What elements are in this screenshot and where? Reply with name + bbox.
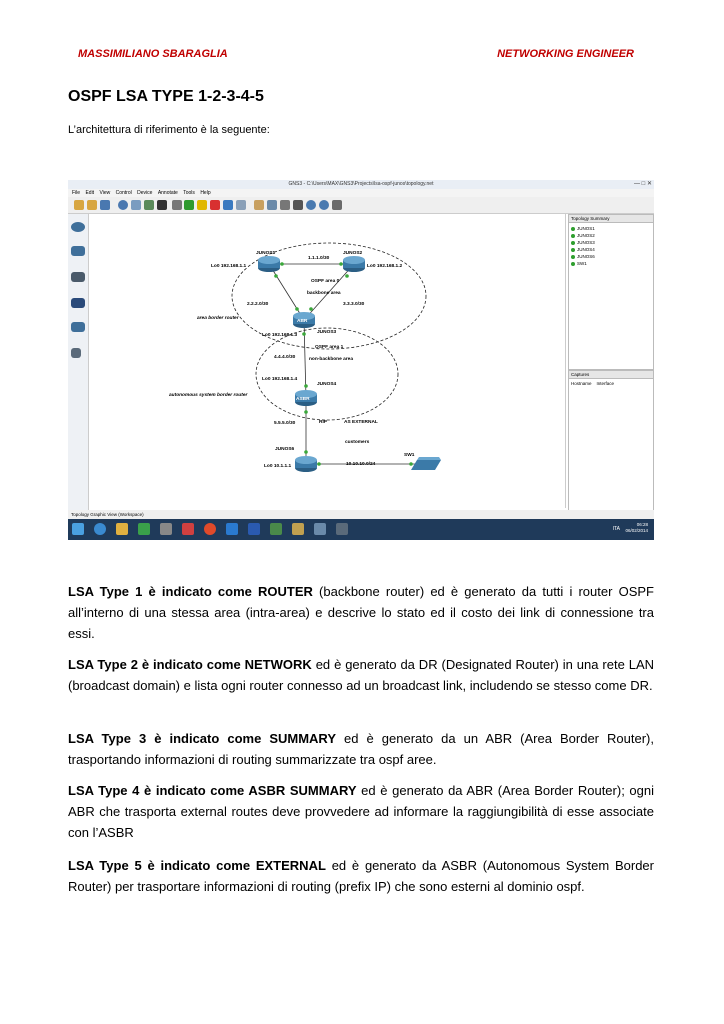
label-r2: JUNOS2	[343, 251, 363, 256]
folder-icon[interactable]	[292, 523, 304, 535]
topology-node[interactable]: SW1	[571, 260, 651, 267]
router-icon[interactable]	[71, 222, 85, 232]
menu-edit[interactable]: Edit	[85, 190, 95, 196]
status-icon	[571, 248, 575, 252]
new-icon[interactable]	[74, 200, 84, 210]
chrome-icon[interactable]	[204, 523, 216, 535]
save-icon[interactable]	[100, 200, 110, 210]
label-area0-sub: backbone area	[307, 291, 341, 296]
skype-icon[interactable]	[226, 523, 238, 535]
media-icon[interactable]	[138, 523, 150, 535]
all-devices-icon[interactable]	[71, 322, 85, 332]
menu-help[interactable]: Help	[200, 190, 211, 196]
label-lo-r3: Lo0 192.168.1.3	[262, 333, 298, 338]
menu-file[interactable]: File	[72, 190, 81, 196]
label-lo-r2: Lo0 192.168.1.2	[367, 264, 403, 269]
captures-col-hostname: Hostname	[571, 381, 592, 386]
captures-panel	[568, 379, 654, 512]
ellipse-icon[interactable]	[293, 200, 303, 210]
virtualbox-icon[interactable]	[236, 200, 246, 210]
topology-node[interactable]: JUNOS6	[571, 253, 651, 260]
page-title: OSPF LSA TYPE 1-2-3-4-5	[68, 88, 264, 105]
explorer-icon[interactable]	[116, 523, 128, 535]
gns3-screenshot	[68, 180, 654, 540]
header-role: NETWORKING ENGINEER	[497, 48, 634, 60]
label-asbr: ASBR	[296, 397, 310, 402]
image-icon[interactable]	[267, 200, 277, 210]
status-icon	[571, 262, 575, 266]
label-abr: ABR	[297, 319, 308, 324]
windows-taskbar	[68, 519, 654, 540]
label-lo-r4: Lo0 192.168.1.4	[262, 377, 298, 382]
menu-tools[interactable]: Tools	[183, 190, 195, 196]
label-as-external: AS EXTERNAL	[344, 420, 378, 425]
label-asbr-role: autonomous system border router	[169, 393, 248, 398]
label-net-34: 4.4.4.0/30	[274, 355, 296, 360]
right-panels	[568, 214, 654, 514]
topology-summary-title: Topology Summary	[568, 214, 654, 223]
link-icon[interactable]	[144, 200, 154, 210]
label-net-sw: 10.10.10.0/24	[346, 462, 376, 467]
status-icon	[571, 241, 575, 245]
zoom-in-icon[interactable]	[306, 200, 316, 210]
pause-icon[interactable]	[197, 200, 207, 210]
rectangle-icon[interactable]	[280, 200, 290, 210]
language-indicator[interactable]: ITA	[612, 526, 620, 532]
captures-title: Captures	[568, 370, 654, 379]
label-net-46: 5.5.5.0/30	[274, 421, 296, 426]
menu-view[interactable]: View	[99, 190, 111, 196]
vmware-icon[interactable]	[270, 523, 282, 535]
menu-annotate[interactable]: Annotate	[157, 190, 178, 196]
label-area0: OSPF area 0	[311, 279, 340, 284]
paragraph-lsa-type-4: LSA Type 4 è indicato come ASBR SUMMARY ed è generato da ABR (Area Border Router); ogni ABR che trasporta external routes deve provvedere ad informare la raggiungibilità di esse associate con l’ASBR	[68, 783, 655, 840]
label-net-13: 2.2.2.0/30	[247, 302, 269, 307]
window-controls[interactable]: — □ ✕	[634, 181, 652, 187]
terminal-icon[interactable]	[336, 523, 348, 535]
note-icon[interactable]	[254, 200, 264, 210]
snapshot-icon[interactable]	[131, 200, 141, 210]
cable-icon[interactable]	[71, 348, 81, 358]
label-r4: JUNOS4	[317, 382, 337, 387]
label-area1: OSPF area 1	[315, 345, 344, 350]
router-junos6-icon[interactable]	[295, 456, 317, 472]
system-clock[interactable]: 06:28 06/02/2014	[625, 522, 648, 533]
topology-node[interactable]: JUNOS1	[571, 225, 651, 232]
label-lo-r1: Lo0 192.168.1.1	[211, 264, 247, 269]
menubar	[68, 189, 654, 197]
screenshot-icon[interactable]	[332, 200, 342, 210]
toolbar	[68, 197, 654, 214]
status-bar: Topology Graphic View (Workspace)	[68, 510, 654, 519]
header-author: MASSIMILIANO SBARAGLIA	[78, 48, 228, 60]
app-icon[interactable]	[160, 523, 172, 535]
label-lo-r6: Lo0 10.1.1.1	[264, 464, 292, 469]
clock-icon[interactable]	[118, 200, 128, 210]
switch-icon[interactable]	[71, 246, 85, 256]
menu-control[interactable]: Control	[115, 190, 132, 196]
topology-summary	[568, 223, 654, 370]
paragraph-lsa-type-5: LSA Type 5 è indicato come EXTERNAL ed è generato da ASBR (Autonomous System Border Router) per trasportare informazioni di routing (prefix IP) che sono esterni al dominio ospf.	[68, 858, 654, 894]
label-net-23: 3.3.3.0/30	[343, 302, 365, 307]
gns3-icon[interactable]	[314, 523, 326, 535]
status-icon	[571, 255, 575, 259]
host-icon[interactable]	[71, 272, 85, 282]
window-title: GNS3 - C:\Users\MAX\GNS3\Projects\lsa-ospf-junos\topology.net	[288, 181, 434, 187]
label-net-12: 1.1.1.0/30	[308, 256, 330, 261]
intro-text: L’architettura di riferimento è la seguente:	[68, 124, 270, 136]
start-icon[interactable]	[184, 200, 194, 210]
paragraph-lsa-type-3: LSA Type 3 è indicato come SUMMARY ed è generato da un ABR (Area Border Router), trasportando informazioni di routing summarizzate tra ospf aree.	[68, 731, 654, 767]
router-junos2-icon[interactable]	[343, 256, 365, 272]
label-r1: JUNOS1	[256, 251, 276, 256]
reload-icon[interactable]	[223, 200, 233, 210]
ie-icon[interactable]	[94, 523, 106, 535]
capture-icon[interactable]	[172, 200, 182, 210]
status-icon	[571, 227, 575, 231]
label-area1-sub: non-backbone area	[309, 357, 353, 362]
paragraph-lsa-type-2: LSA Type 2 è indicato come NETWORK ed è generato da DR (Designated Router) in una rete LAN (broadcast domain) e lista ogni router connesso ad un broadcast link, includendo se stesso come DR.	[68, 657, 654, 693]
switch-sw1-icon[interactable]	[411, 457, 441, 470]
label-r6: JUNOS6	[275, 447, 295, 452]
captures-col-interface: Interface	[596, 381, 615, 386]
security-device-icon[interactable]	[71, 298, 85, 308]
windows-start-icon[interactable]	[72, 523, 84, 535]
label-abr-role: area border router	[197, 316, 239, 321]
link-r1-abr[interactable]	[269, 264, 304, 320]
menu-device[interactable]: Device	[137, 190, 153, 196]
pdf-icon[interactable]	[182, 523, 194, 535]
window-titlebar	[68, 180, 654, 189]
label-sw: SW1	[404, 453, 415, 458]
word-icon[interactable]	[248, 523, 260, 535]
paragraph-lsa-type-1: LSA Type 1 è indicato come ROUTER (backbone router) ed è generato da tutti i router OSPF all’interno di una stessa area (intra-area) e descrive lo stato ed il costo dei link di connessione tra essi.	[68, 584, 654, 641]
label-r3: JUNOS3	[317, 330, 337, 335]
topology-canvas[interactable]	[89, 214, 566, 508]
label-rip: RIP	[319, 420, 327, 425]
topology-node[interactable]: JUNOS2	[571, 232, 651, 239]
topology-node[interactable]: JUNOS4	[571, 246, 651, 253]
stop-icon[interactable]	[210, 200, 220, 210]
open-icon[interactable]	[87, 200, 97, 210]
zoom-out-icon[interactable]	[319, 200, 329, 210]
device-panel	[68, 214, 89, 514]
topology-diagram	[89, 214, 565, 508]
topology-node[interactable]: JUNOS3	[571, 239, 651, 246]
console-icon[interactable]	[157, 200, 167, 210]
router-junos1-icon[interactable]	[258, 256, 280, 272]
status-icon	[571, 234, 575, 238]
label-customers: customers	[345, 440, 370, 445]
